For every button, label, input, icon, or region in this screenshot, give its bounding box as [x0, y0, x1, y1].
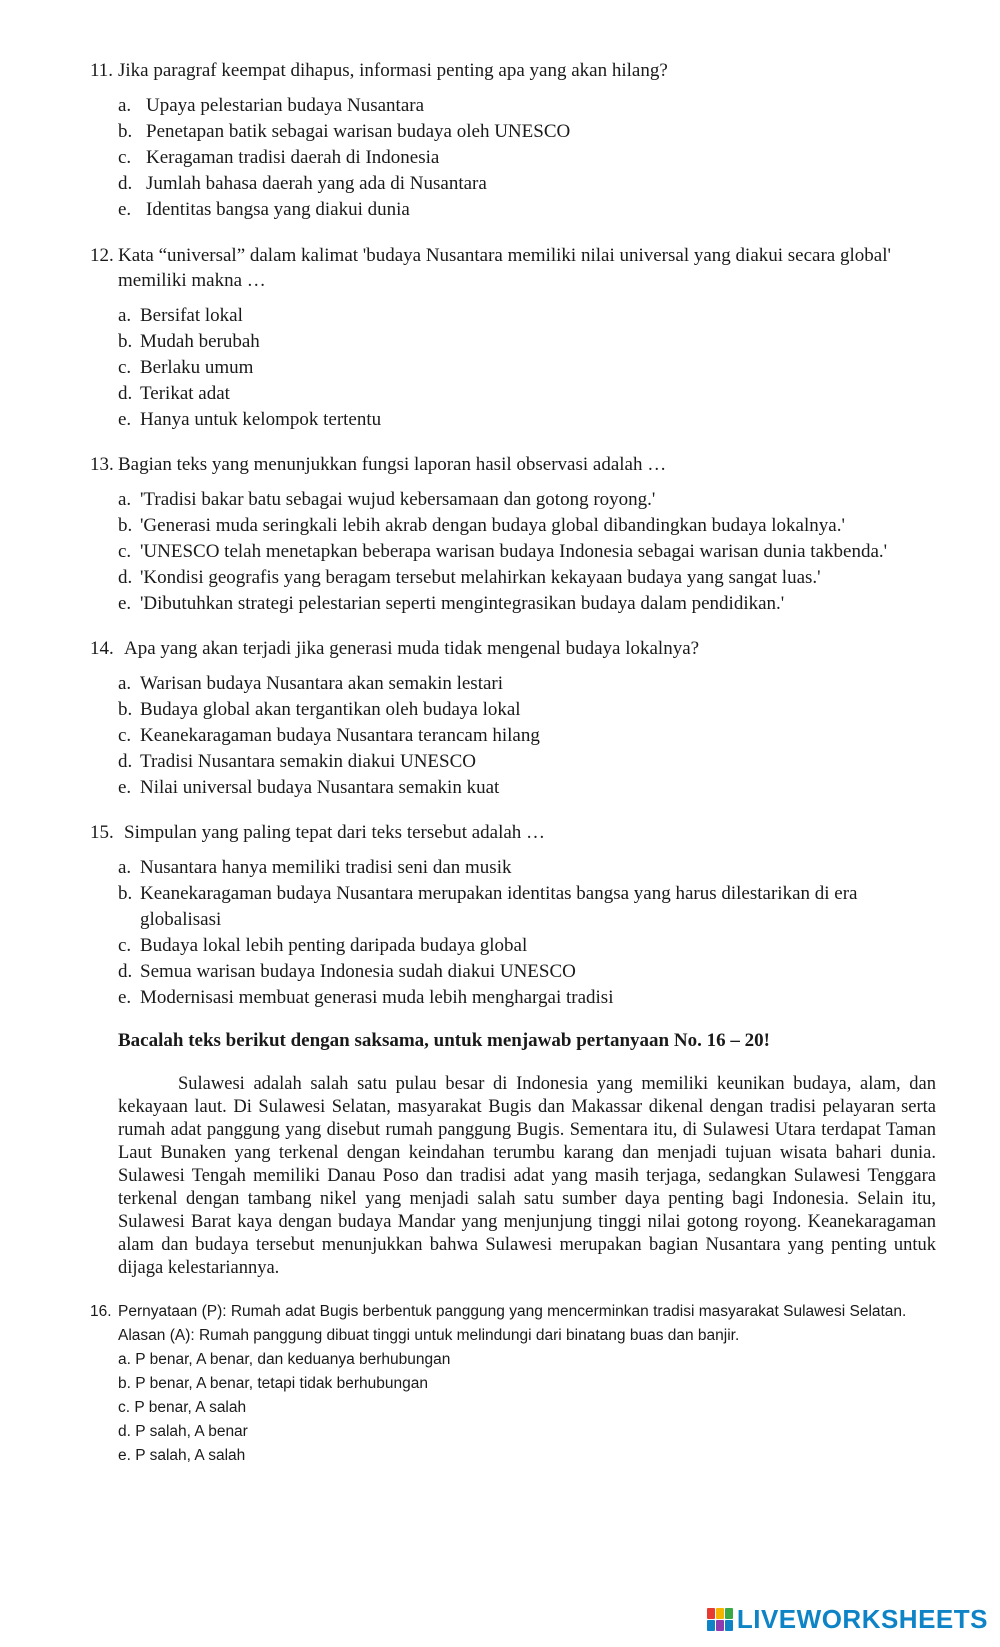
statement-text: Pernyataan (P): Rumah adat Bugis berbentuk panggung yang mencerminkan tradisi masyarakat Sulawesi Selatan. [118, 1303, 907, 1320]
option-a[interactable]: a. Warisan budaya Nusantara akan semakin lestari [118, 673, 504, 694]
question-11 [90, 58, 950, 223]
question-number: 12. [90, 245, 114, 266]
question-text: Apa yang akan terjadi jika generasi muda tidak mengenal budaya lokalnya? [124, 638, 700, 659]
option-list [118, 303, 930, 433]
option-b[interactable]: b. Penetapan batik sebagai warisan budaya oleh UNESCO [118, 121, 571, 142]
option-d[interactable]: d. Semua warisan budaya Indonesia sudah diakui UNESCO [118, 961, 576, 982]
logo-blocks-icon [707, 1608, 733, 1631]
option-e[interactable]: e. Modernisasi membuat generasi muda lebih menghargai tradisi [118, 987, 614, 1008]
option-d[interactable]: d. Jumlah bahasa daerah yang ada di Nusantara [118, 173, 487, 194]
passage-text: Sulawesi adalah salah satu pulau besar di Indonesia yang memiliki keunikan budaya, alam, dan kekayaan laut. Di Sulawesi Selatan, masyarakat Bugis dan Makassar dikenal dengan tradisi pelayaran serta rumah adat panggung yang disebut rumah panggung Bugis. Sementara itu, di Sulawesi Utara terdapat Taman Laut Bunaken yang terkenal dengan keindahan terumbu karang dan menjadi tujuan wisata bahari dunia. Sulawesi Tengah memiliki Danau Poso dan tradisi adat yang masih terjaga, sedangkan Sulawesi Tenggara terkenal dengan tambang nikel yang menjadi salah satu sumber daya penting bagi Indonesia. Selain itu, Sulawesi Barat kaya dengan budaya Mandar yang menjunjung tinggi nilai gotong royong. Keanekaragaman alam dan budaya tersebut menunjukkan bahwa Sulawesi merupakan bagian Nusantara yang penting untuk dijaga kelestariannya. [118, 1074, 936, 1278]
option-d[interactable]: d. 'Kondisi geografis yang beragam tersebut melahirkan kekayaan budaya yang sangat luas.' [118, 567, 821, 588]
question-15 [90, 820, 900, 1011]
question-number: 13. [90, 454, 114, 475]
option-b[interactable]: b. Budaya global akan tergantikan oleh budaya lokal [118, 699, 521, 720]
question-13 [90, 452, 950, 617]
option-e[interactable]: e. Hanya untuk kelompok tertentu [118, 409, 382, 430]
option-b[interactable]: b. Mudah berubah [118, 331, 260, 352]
option-b[interactable]: b. 'Generasi muda seringkali lebih akrab dengan budaya global dibandingkan budaya lokalnya.' [118, 515, 845, 536]
option-d[interactable]: d. Tradisi Nusantara semakin diakui UNESCO [118, 751, 476, 772]
option-e[interactable]: e. 'Dibutuhkan strategi pelestarian seperti mengintegrasikan budaya dalam pendidikan.' [118, 593, 785, 614]
logo-text: LIVEWORKSHEETS [736, 1604, 988, 1634]
question-12 [90, 243, 930, 433]
option-list [118, 855, 900, 1011]
liveworksheets-logo [707, 1604, 988, 1635]
reading-instruction: Bacalah teks berikut dengan saksama, untuk menjawab pertanyaan No. 16 – 20! [118, 1030, 770, 1051]
option-list [118, 93, 950, 223]
option-a[interactable]: a. 'Tradisi bakar batu sebagai wujud kebersamaan dan gotong royong.' [118, 489, 656, 510]
option-list [118, 671, 950, 801]
question-text: Bagian teks yang menunjukkan fungsi laporan hasil observasi adalah … [118, 454, 667, 475]
reading-passage [118, 1073, 936, 1280]
option-c[interactable]: c. Keanekaragaman budaya Nusantara terancam hilang [118, 725, 540, 746]
option-e[interactable]: e. Nilai universal budaya Nusantara semakin kuat [118, 777, 500, 798]
option-a[interactable]: a. Upaya pelestarian budaya Nusantara [118, 95, 425, 116]
option-a[interactable]: a. P benar, A benar, dan keduanya berhubungan [118, 1351, 451, 1368]
option-c[interactable]: c. Budaya lokal lebih penting daripada budaya global [118, 935, 528, 956]
question-text: Kata “universal” dalam kalimat 'budaya Nusantara memiliki nilai universal yang diakui secara global' memiliki makna … [118, 245, 891, 291]
option-a[interactable]: a. Bersifat lokal [118, 305, 243, 326]
question-number: 15. [90, 822, 114, 843]
question-16 [90, 1300, 970, 1468]
option-c[interactable]: c. Keragaman tradisi daerah di Indonesia [118, 147, 440, 168]
question-text: Jika paragraf keempat dihapus, informasi penting apa yang akan hilang? [118, 60, 668, 81]
question-text: Simpulan yang paling tepat dari teks tersebut adalah … [124, 822, 546, 843]
option-b[interactable]: b. Keanekaragaman budaya Nusantara merupakan identitas bangsa yang harus dilestarikan di era globalisasi [118, 883, 858, 930]
option-e[interactable]: e. Identitas bangsa yang diakui dunia [118, 199, 410, 220]
option-b[interactable]: b. P benar, A benar, tetapi tidak berhubungan [118, 1375, 428, 1392]
question-14 [90, 636, 950, 801]
option-d[interactable]: d. P salah, A benar [118, 1423, 248, 1440]
reason-text: Alasan (A): Rumah panggung dibuat tinggi untuk melindungi dari binatang buas dan banjir. [118, 1327, 740, 1344]
question-number: 14. [90, 638, 114, 659]
option-a[interactable]: a. Nusantara hanya memiliki tradisi seni dan musik [118, 857, 512, 878]
option-list [118, 487, 950, 617]
option-c[interactable]: c. 'UNESCO telah menetapkan beberapa warisan budaya Indonesia sebagai warisan dunia takbenda.' [118, 541, 888, 562]
option-c[interactable]: c. P benar, A salah [118, 1399, 247, 1416]
option-d[interactable]: d. Terikat adat [118, 383, 230, 404]
option-e[interactable]: e. P salah, A salah [118, 1447, 246, 1464]
question-number: 11. [90, 60, 114, 81]
question-number: 16. [90, 1303, 112, 1320]
option-c[interactable]: c. Berlaku umum [118, 357, 254, 378]
